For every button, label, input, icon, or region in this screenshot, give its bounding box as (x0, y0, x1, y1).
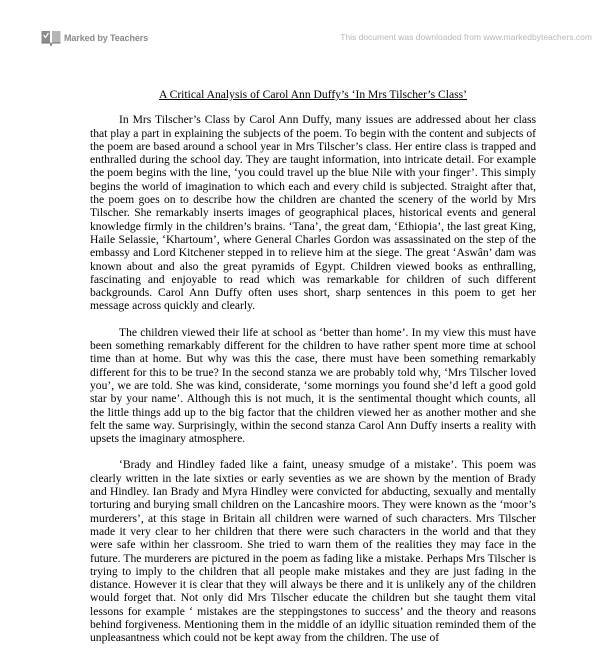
marked-by-teachers-logo-icon (41, 29, 61, 46)
paragraph: The children viewed their life at school as ‘better than home’. In my view this must have been something remarkably different for the children to have rather spent more time at school time than at home. But why was this the case, there must have been something remarkably different for this to be true? In the second stanza we are probably told why, ‘Mrs Tilscher loved you’, we are told. She was kind, considerate, ‘some mornings you found she’d left a good gold star by your name’. Although this is not much, it is the sentimental thought which counts, all the little things add up to the big factor that the children viewed her as another mother and she felt the same way. Surprisingly, within the second stanza Carol Ann Duffy inserts a reality with upsets the imaginary atmosphere. (90, 325, 536, 446)
page-header (0, 0, 612, 52)
marked-by-teachers-logo[interactable] (41, 29, 148, 46)
document-body (90, 88, 536, 658)
logo-text: Marked by Teachers (64, 32, 149, 43)
paragraph: In Mrs Tilscher’s Class by Carol Ann Duffy, many issues are addressed about her class that play a part in explaining the subjects of the poem. To begin with the content and subjects of the poem are based around a school year in Mrs Tilscher’s class. Her entire class is trapped and enthralled during the school day. They are taught information, into intricate detail. For example the poem begins with the line, ‘you could travel up the blue Nile with your finger’. This simply begins the world of imagination to which each and every child is subjected. Straight after that, the poem goes on to describe how the children are chanted the scenery of the world by Mrs Tilscher. She remarkably inserts images of geographical places, historical events and general knowledge firmly in the children’s brains. ‘Tana’, the great dam, ‘Ethiopia’, the last great King, Haile Selassie, ‘Khartoum’, where General Charles Gordon was assassinated on the step of the embassy and Lord Kitchener stepped in to relieve him at the siege. The great ‘Aswân’ dam was known about and also the great pyramids of Egypt. Children viewed books as enthralling, fascinating and enjoyable to read which was remarkable for children of such different backgrounds. Carol Ann Duffy often uses short, sharp sentences in this poem to get her message across quickly and clearly. (90, 113, 536, 313)
document-title: A Critical Analysis of Carol Ann Duffy’s ‘In Mrs Tilscher’s Class’ (158, 88, 468, 101)
download-watermark: This document was downloaded from www.markedbyteachers.com (340, 32, 592, 42)
paragraph: ‘Brady and Hindley faded like a faint, uneasy smudge of a mistake’. This poem was clearly written in the late sixties or early seventies as we are shown by the mention of Brady and Hindley. Ian Brady and Myra Hindley were convicted for abducting, sexually and mentally torturing and burying small children on the Lancashire moors. They were known as the ‘moor’s murderers’, at this stage in Britain all children were warned of such characters. Mrs Tilscher made it very clear to her children that there were such characters in the world and that they were safe within her classroom. She tried to warn them of the realities they may face in the future. The murderers are pictured in the poem as fading like a mistake. Perhaps Mrs Tilscher is trying to imply to the children that all people make mistakes and they are just fading in the distance. However it is clear that they will always be there and it is unlikely any of the children would forget that. Not only did Mrs Tilscher educate the children but she taught them vital lessons for example ‘ mistakes are the steppingstones to success’ and the theory and reasons behind forgiveness. Mentioning them in the middle of an idyllic situation reminded them of the unpleasantness which could not be kept away from the children. The use of (90, 458, 536, 645)
